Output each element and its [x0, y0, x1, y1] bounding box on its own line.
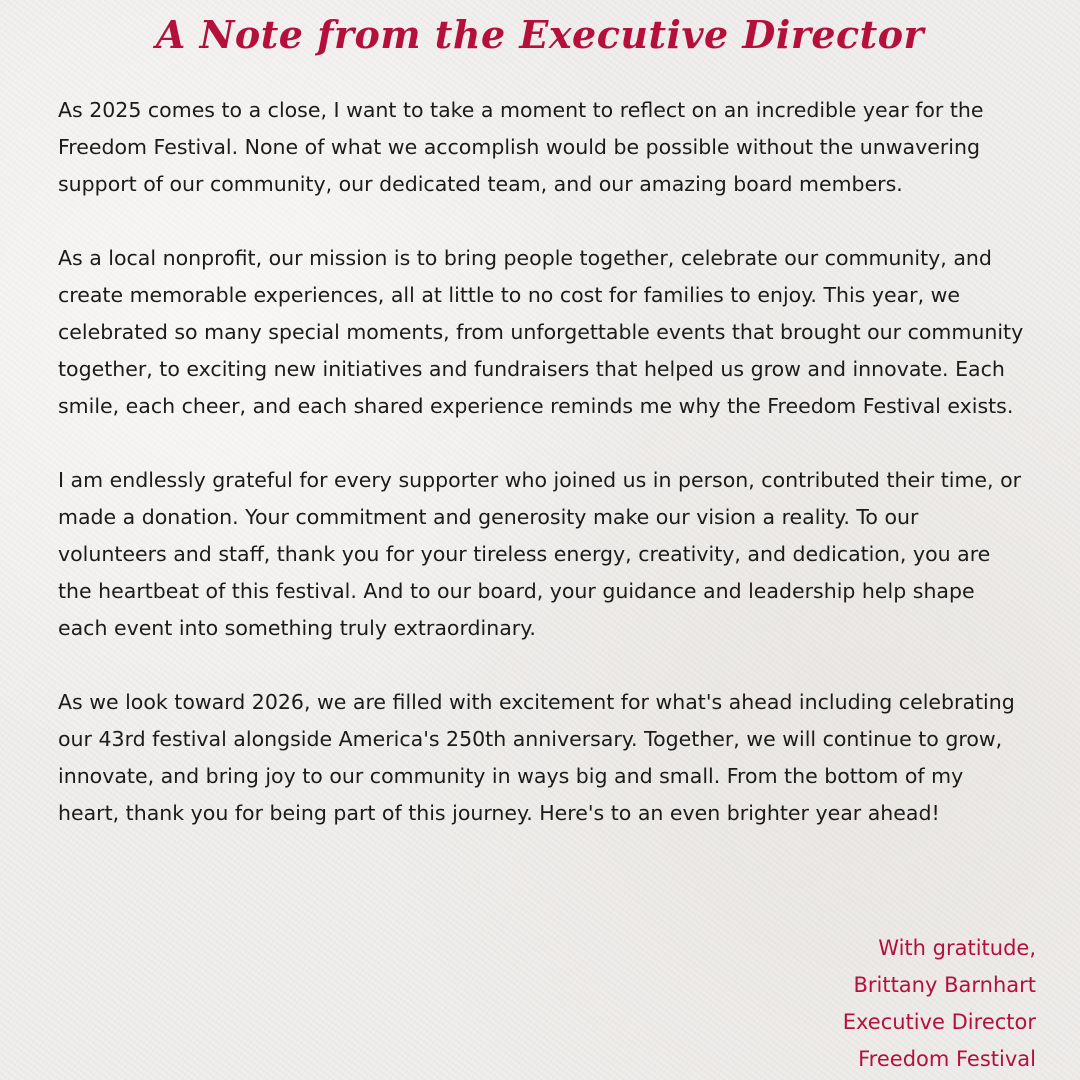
- signature-organization: Freedom Festival: [858, 1047, 1036, 1071]
- paragraph-2: As a local nonprofit, our mission is to bring people together, celebrate our community, and create memorable experiences, all at little to no cost for families to enjoy. This year, we celebrated so many special moments, from unforgettable events that brought our community together, to exciting new initiatives and fundraisers that helped us grow and innovate. Each smile, each cheer, and each shared experience reminds me why the Freedom Festival exists.: [58, 246, 1024, 418]
- paragraph-1: As 2025 comes to a close, I want to take a moment to reflect on an incredible year for the Freedom Festival. None of what we accomplish would be possible without the unwavering support of our community, our dedicated team, and our amazing board members.: [58, 98, 984, 196]
- signature-name: Brittany Barnhart: [853, 973, 1036, 997]
- paragraph-3: I am endlessly grateful for every supporter who joined us in person, contributed their time, or made a donation. Your commitment and generosity make our vision a reality. To our volunteers and staff, thank you for your tireless energy, creativity, and dedication, you are the heartbeat of this festival. And to our board, your guidance and leadership help shape each event into something truly extraordinary.: [58, 468, 1022, 640]
- signature-closing: With gratitude,: [878, 936, 1036, 960]
- letter-body: [58, 92, 1026, 869]
- signature-block: [843, 930, 1036, 1078]
- signature-role: Executive Director: [842, 1010, 1036, 1034]
- paragraph-4: As we look toward 2026, we are filled with excitement for what's ahead including celebrating our 43rd festival alongside America's 250th anniversary. Together, we will continue to grow, innovate, and bring joy to our community in ways big and small. From the bottom of my heart, thank you for being part of this journey. Here's to an even brighter year ahead!: [58, 690, 1015, 825]
- page-title: A Note from the Executive Director: [155, 12, 925, 57]
